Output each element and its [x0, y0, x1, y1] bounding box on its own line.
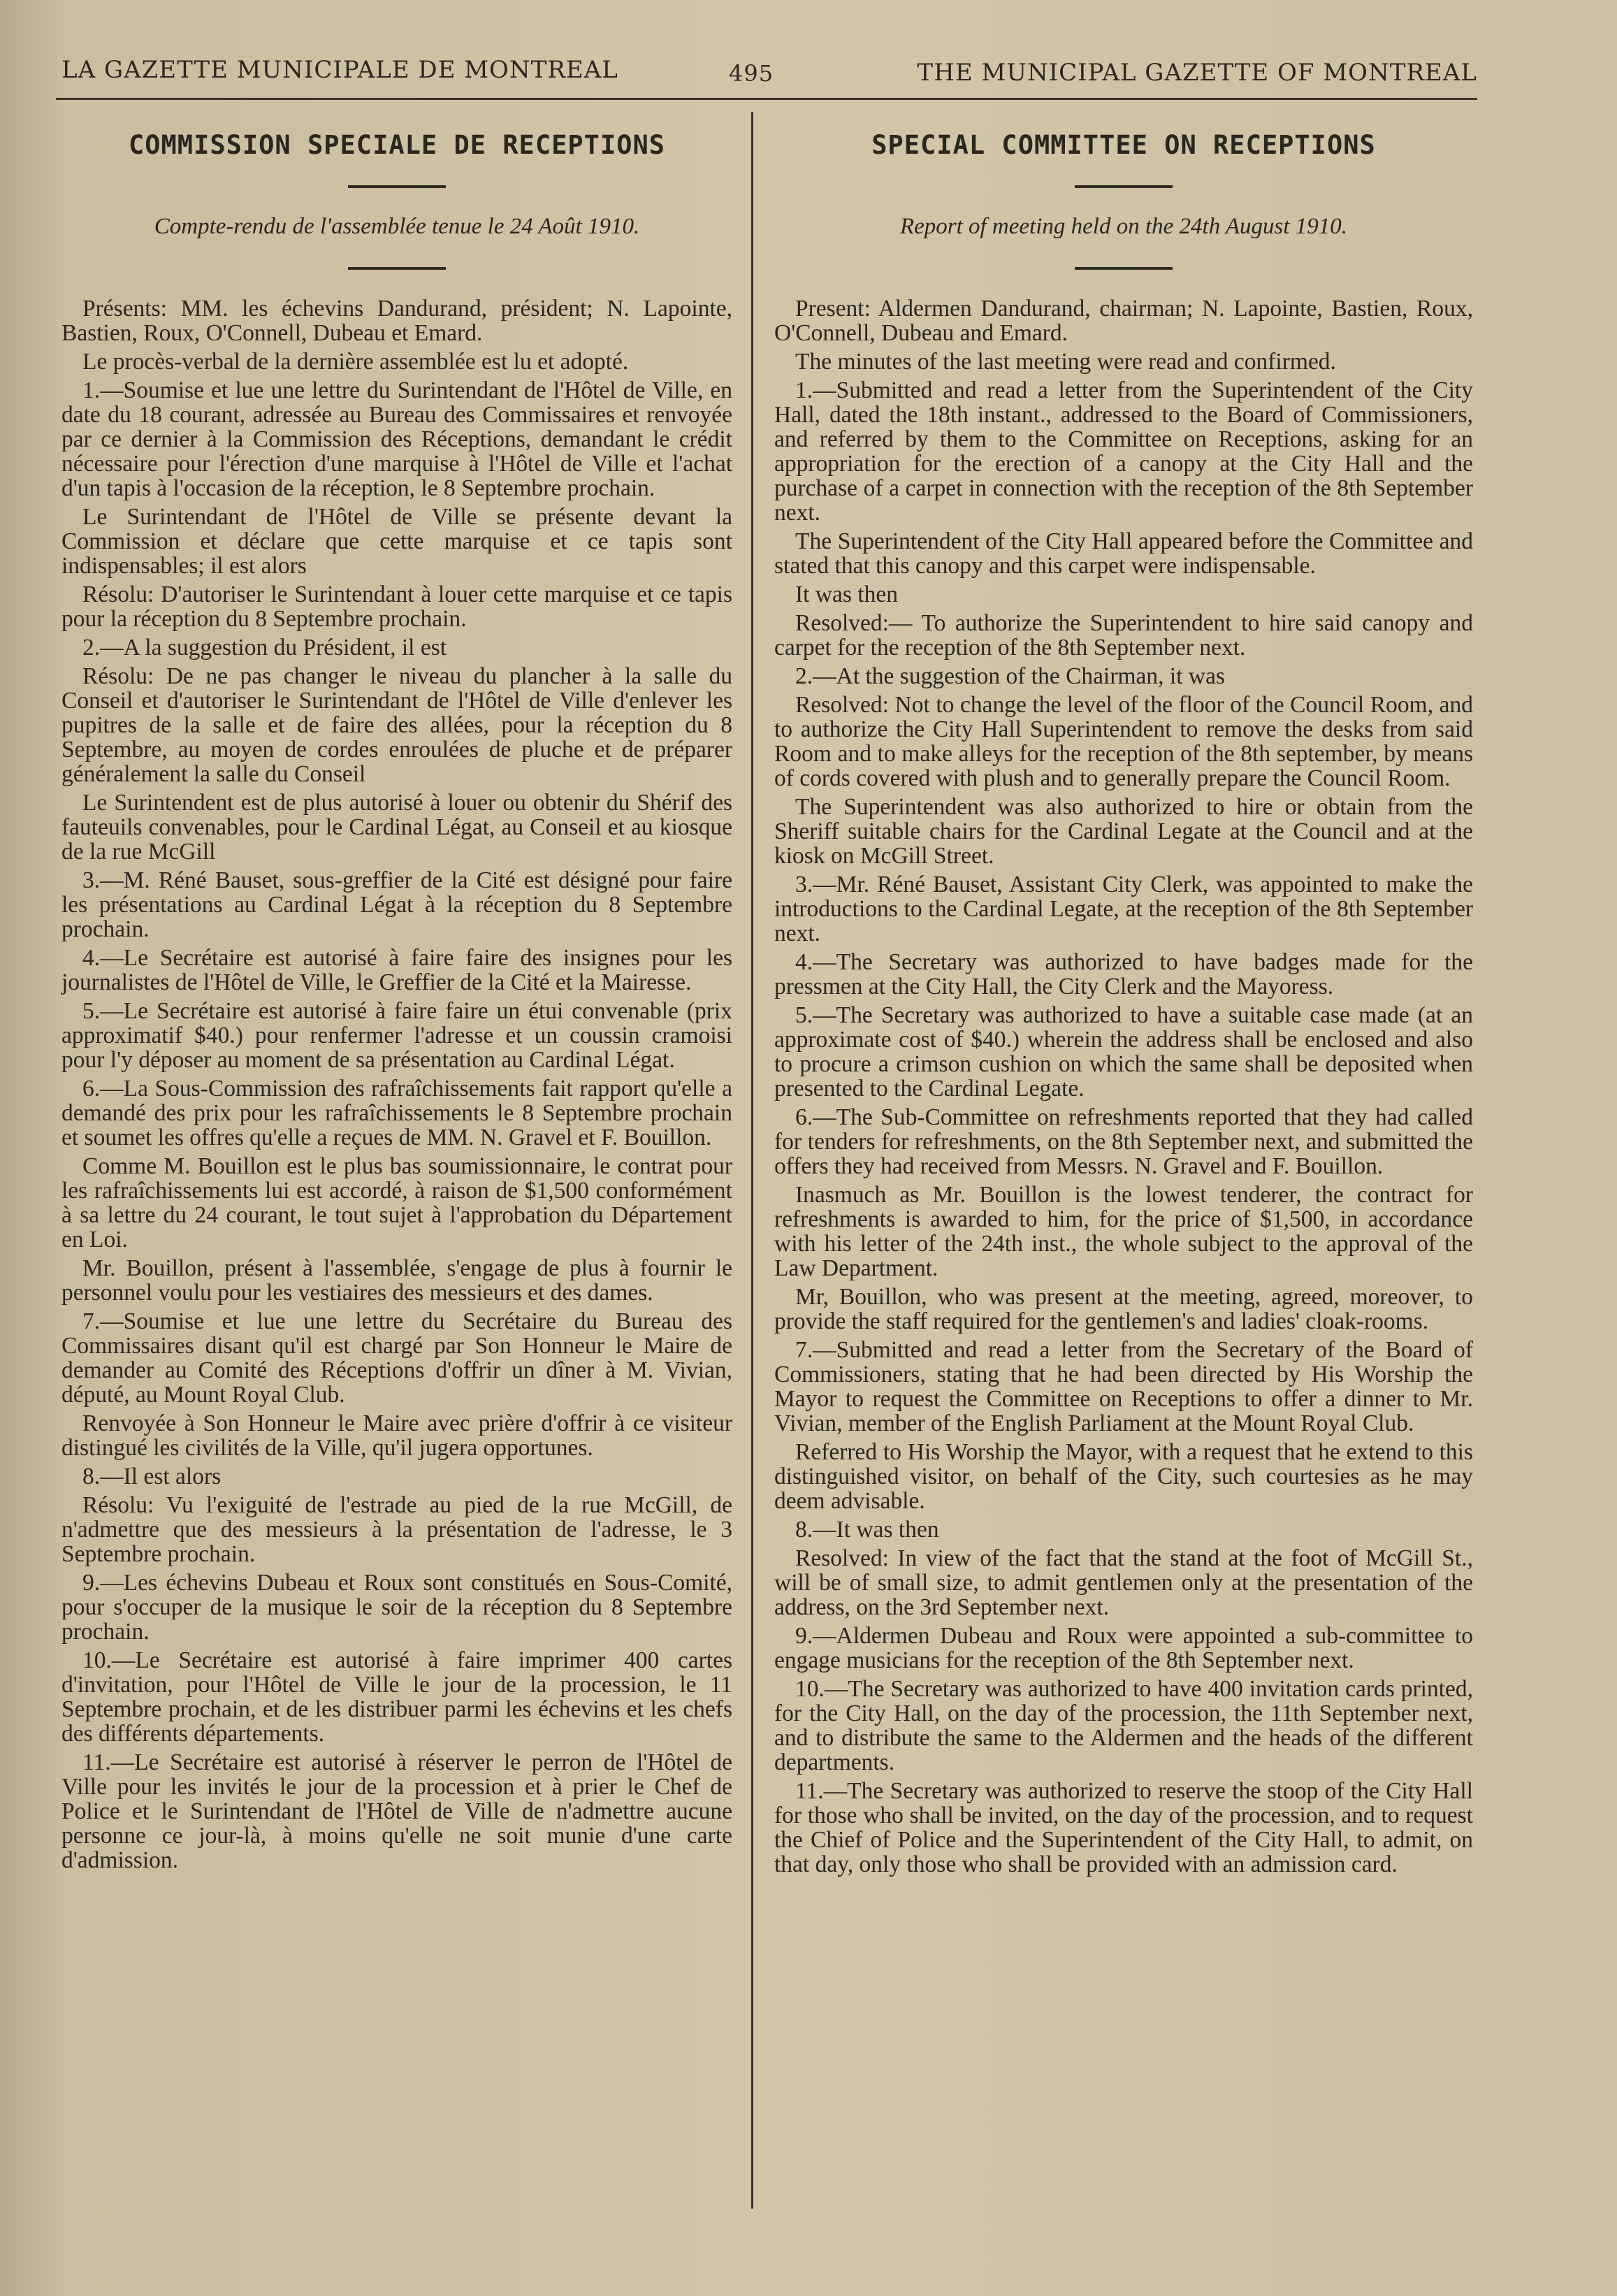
english-subtitle-rule — [1075, 267, 1173, 270]
french-paragraph: 8.—Il est alors — [82, 1464, 222, 1489]
english-paragraph: 1.—Submitted and read a letter from the Superintendent of the City Hall, dated the 18th instant., addressed to the Board of Commissioners, and referred by them to the Committee on Receptions, asking for an appropriation for the erection of a canopy at the City Hall and the purchase of a carpet in connection with the reception of the 8th September next. — [774, 377, 1473, 526]
page-number: 495 — [729, 60, 774, 87]
english-paragraph: The Superintendent of the City Hall appeared before the Committee and stated that this canopy and this carpet were indispensable. — [774, 528, 1473, 579]
english-paragraph: 8.—It was then — [795, 1517, 939, 1543]
english-paragraph: Resolved: Not to change the level of the floor of the Council Room, and to authorize the City Hall Superintendent to remove the desks from said Room and to make alleys for the reception of the 8th september, by means of cords covered with plush and to generally prepare the Council Room. — [774, 692, 1473, 791]
french-paragraph: 11.—Le Secrétaire est autorisé à réserver le perron de l'Hôtel de Ville pour les invités le jour de la procession et à prier le Chef de Police et le Surintendant de l'Hôtel de Ville de n'admettre aucune personne ce jour-là, à moins qu'elle ne soit munie d'une carte d'admission. — [61, 1749, 732, 1873]
english-column — [774, 119, 1473, 1881]
french-title-rule — [348, 185, 446, 188]
french-paragraph: Mr. Bouillon, présent à l'assemblée, s'engage de plus à fournir le personnel voulu pour les vestiaires des messieurs et des dames. — [61, 1255, 732, 1306]
english-paragraph: 2.—At the suggestion of the Chairman, it was — [795, 663, 1226, 689]
french-paragraph: 7.—Soumise et lue une lettre du Secrétaire du Bureau des Commissaires disant qu'il est chargé par Son Honneur le Maire de demander au Comité des Réceptions d'offrir un dîner à M. Vivian, député, au Mount Royal Club. — [61, 1308, 732, 1408]
english-paragraph: The Superintendent was also authorized to hire or obtain from the Sheriff suitable chairs for the Cardinal Legate at the Council and at the kiosk on McGill Street. — [774, 794, 1473, 869]
english-paragraph: Mr, Bouillon, who was present at the meeting, agreed, moreover, to provide the staff required for the gentlemen's and ladies' cloak-rooms. — [774, 1284, 1473, 1334]
french-paragraph: 3.—M. Réné Bauset, sous-greffier de la Cité est désigné pour faire les présentations au Cardinal Légat à la réception du 8 Septembre prochain. — [61, 867, 732, 942]
english-subtitle: Report of meeting held on the 24th August 1910. — [899, 214, 1348, 239]
french-paragraph: Résolu: D'autoriser le Surintendant à louer cette marquise et ce tapis pour la réception du 8 Septembre prochain. — [61, 582, 732, 632]
french-paragraph: Résolu: Vu l'exiguité de l'estrade au pied de la rue McGill, de n'admettre que des messieurs à la présentation de l'adresse, le 3 Septembre prochain. — [61, 1492, 732, 1567]
english-paragraph: 4.—The Secretary was authorized to have badges made for the pressmen at the City Hall, the City Clerk and the Mayoress. — [774, 949, 1473, 999]
header-english-title: THE MUNICIPAL GAZETTE OF MONTREAL — [917, 59, 1477, 87]
english-paragraph: 5.—The Secretary was authorized to have a suitable case made (at an approximate cost of $40.) wherein the address shall be enclosed and also to procure a crimson cushion on which the same shall be deposited when presented to the Cardinal Legate. — [774, 1002, 1473, 1102]
french-paragraph: Comme M. Bouillon est le plus bas soumissionnaire, le contrat pour les rafraîchissements lui est accordé, à raison de $1,500 conformément à sa lettre du 24 courant, le tout sujet à l'approbation du Département en Loi. — [61, 1153, 732, 1252]
french-paragraph: 6.—La Sous-Commission des rafraîchissements fait rapport qu'elle a demandé des prix pour les rafraîchissements le 8 Septembre prochain et soumet les offres qu'elle a reçues de MM. N. Gravel et F. Bouillon. — [61, 1076, 732, 1150]
english-paragraph: Referred to His Worship the Mayor, with a request that he extend to this distinguished visitor, on behalf of the City, such courtesies as he may deem advisable. — [774, 1439, 1473, 1514]
french-paragraph: Résolu: De ne pas changer le niveau du plancher à la salle du Conseil et d'autoriser le Surintendant de l'Hôtel de Ville d'enlever les pupitres de la salle et de faire des allées, pour la réception du 8 Septembre, au moyen de cordes enroulées de pluche et de préparer généralement la salle du Conseil — [61, 663, 732, 787]
english-paragraph: 3.—Mr. Réné Bauset, Assistant City Clerk, was appointed to make the introductions to the Cardinal Legate, at the reception of the 8th September next. — [774, 872, 1473, 946]
french-paragraph: 10.—Le Secrétaire est autorisé à faire imprimer 400 cartes d'invitation, pour l'Hôtel de Ville le jour de la procession, le 11 Septembre prochain, et de les distribuer parmi les échevins et les chefs des différents départements. — [61, 1647, 732, 1747]
english-section-title: SPECIAL COMMITTEE ON RECEPTIONS — [871, 130, 1376, 160]
column-divider — [751, 112, 753, 2209]
english-paragraph: 10.—The Secretary was authorized to have 400 invitation cards printed, for the City Hall, on the day of the procession, the 11th September next, and to distribute the same to the Aldermen and the heads of the different departments. — [774, 1676, 1473, 1775]
english-paragraph: Present: Aldermen Dandurand, chairman; N. Lapointe, Bastien, Roux, O'Connell, Dubeau and Emard. — [774, 296, 1473, 346]
english-paragraph: Resolved: In view of the fact that the stand at the foot of McGill St., will be of small size, to admit gentlemen only at the presentation of the address, on the 3rd September next. — [774, 1545, 1473, 1620]
french-paragraph: 9.—Les échevins Dubeau et Roux sont constitués en Sous-Comité, pour s'occuper de la musique le soir de la réception du 8 Septembre prochain. — [61, 1570, 732, 1645]
running-head — [61, 50, 1477, 92]
english-paragraph: It was then — [795, 582, 898, 607]
french-paragraph: Le Surintendant de l'Hôtel de Ville se présente devant la Commission et déclare que cette marquise et ce tapis sont indispensables; il est alors — [61, 504, 732, 579]
french-paragraph: 4.—Le Secrétaire est autorisé à faire faire des insignes pour les journalistes de l'Hôtel de Ville, le Greffier de la Cité et la Mairesse. — [61, 945, 732, 995]
french-subtitle-rule — [348, 267, 446, 270]
header-french-title: LA GAZETTE MUNICIPALE DE MONTREAL — [61, 56, 618, 84]
english-paragraph: Resolved:— To authorize the Superintendent to hire said canopy and carpet for the reception of the 8th September next. — [774, 610, 1473, 660]
french-paragraph: Le Surintendent est de plus autorisé à louer ou obtenir du Shérif des fauteuils convenables, pour le Cardinal Légat, au Conseil et au kiosque de la rue McGill — [61, 790, 732, 865]
english-paragraph: The minutes of the last meeting were read and confirmed. — [795, 349, 1336, 375]
french-paragraph: 2.—A la suggestion du Président, il est — [82, 635, 447, 660]
english-body — [774, 296, 1473, 1877]
english-paragraph: 11.—The Secretary was authorized to reserve the stoop of the City Hall for those who shall be invited, on the day of the procession, and to request the Chief of Police and the Superintendent of the City Hall, to admit, on that day, only those who shall be provided with an admission card. — [774, 1778, 1473, 1877]
english-paragraph: Inasmuch as Mr. Bouillon is the lowest tenderer, the contract for refreshments is awarded to him, for the price of $1,500, in accordance with his letter of the 24th inst., the whole subject to the approval of the Law Department. — [774, 1182, 1473, 1281]
french-body — [61, 296, 732, 1872]
french-column — [61, 119, 732, 1877]
french-subtitle: Compte-rendu de l'assemblée tenue le 24 Août 1910. — [154, 214, 640, 239]
french-paragraph: 1.—Soumise et lue une lettre du Surintendant de l'Hôtel de Ville, en date du 18 courant, adressée au Bureau des Commissaires et renvoyée par ce dernier à la Commission des Réceptions, demandant le crédit nécessaire pour l'érection d'une marquise à l'Hôtel de Ville et l'achat d'un tapis à l'occasion de la réception, le 8 Septembre prochain. — [61, 377, 732, 501]
english-paragraph: 7.—Submitted and read a letter from the Secretary of the Board of Commissioners, stating that he had been directed by His Worship the Mayor to request the Committee on Receptions to offer a dinner to Mr. Vivian, member of the English Parliament at the Mount Royal Club. — [774, 1337, 1473, 1436]
english-paragraph: 6.—The Sub-Committee on refreshments reported that they had called for tenders for refreshments, on the 8th September next, and submitted the offers they had received from Messrs. N. Gravel and F. Bouillon. — [774, 1104, 1473, 1179]
french-paragraph: Présents: MM. les échevins Dandurand, président; N. Lapointe, Bastien, Roux, O'Connell, Dubeau et Emard. — [61, 296, 732, 346]
header-rule — [56, 98, 1477, 100]
french-paragraph: 5.—Le Secrétaire est autorisé à faire faire un étui convenable (prix approximatif $40.) pour renfermer l'adresse et un coussin cramoisi pour l'y déposer au moment de sa présentation au Cardinal Légat. — [61, 998, 732, 1073]
english-paragraph: 9.—Aldermen Dubeau and Roux were appointed a sub-committee to engage musicians for the reception of the 8th September next. — [774, 1623, 1473, 1673]
french-section-title: COMMISSION SPECIALE DE RECEPTIONS — [128, 130, 666, 160]
french-paragraph: Le procès-verbal de la dernière assemblée est lu et adopté. — [82, 349, 629, 375]
french-paragraph: Renvoyée à Son Honneur le Maire avec prière d'offrir à ce visiteur distingué les civilités de la Ville, qu'il jugera opportunes. — [61, 1410, 732, 1461]
english-title-rule — [1075, 185, 1173, 188]
